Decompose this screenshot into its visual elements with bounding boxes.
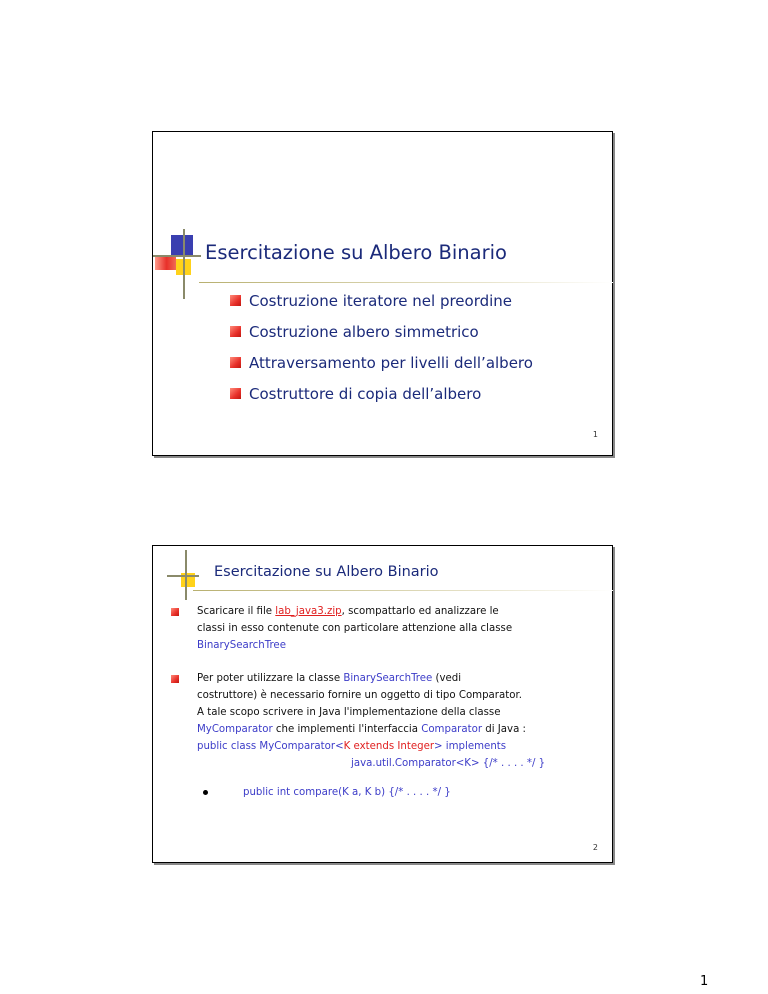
bullet-square-icon (230, 388, 241, 399)
slide-1 (152, 131, 613, 456)
code-line-class-decl: public class MyComparator<K extends Integer> implements (197, 741, 507, 752)
slide-1-title: Esercitazione su Albero Binario (205, 241, 507, 264)
bullet-square-icon (230, 295, 241, 306)
title-underline (193, 590, 613, 591)
bullet-dot-icon (203, 790, 208, 795)
bullet-square-icon (230, 326, 241, 337)
method-item: public int compare(K a, K b) {/* . . . . */ } (197, 784, 601, 801)
slide-2-body (171, 603, 601, 817)
document-page-number: 1 (700, 974, 709, 989)
slide-1-bullet-list (230, 292, 533, 416)
bullet-square-icon (171, 608, 179, 616)
slide-2-page-number: 2 (592, 843, 598, 852)
slide-1-page-number: 1 (592, 430, 598, 439)
list-item: Attraversamento per livelli dell’albero (230, 354, 533, 385)
list-item: Costruttore di copia dell’albero (230, 385, 533, 416)
slide-2 (152, 545, 613, 863)
list-item: Costruzione albero simmetrico (230, 323, 533, 354)
bullet-square-icon (230, 357, 241, 368)
list-item: Costruzione iteratore nel preordine (230, 292, 533, 323)
paragraph-comparator: Per poter utilizzare la classe BinarySearchTree (vedi costruttore) è necessario fornire un oggetto di tipo Comparator. A tale scopo scrivere in Java l'implementazione della classe MyComparator che implementi l'interfaccia Comparator di Java : public class MyComparator<K extends Integer> implements java.util.Comparator<K> {/* . . . . */ } public int compare(K a, K b) {/* . . . . */ } (171, 670, 601, 801)
code-line-implements: java.util.Comparator<K> {/* . . . . */ } (351, 758, 546, 769)
zip-file-link[interactable]: lab_java3.zip (275, 606, 342, 617)
paragraph-download: Scaricare il file lab_java3.zip, scompattarlo ed analizzare le classi in esso contenute con particolare attenzione alla classe BinarySearchTree (171, 603, 601, 654)
bullet-square-icon (171, 675, 179, 683)
slide-2-title: Esercitazione su Albero Binario (214, 564, 439, 580)
title-underline (199, 282, 613, 283)
